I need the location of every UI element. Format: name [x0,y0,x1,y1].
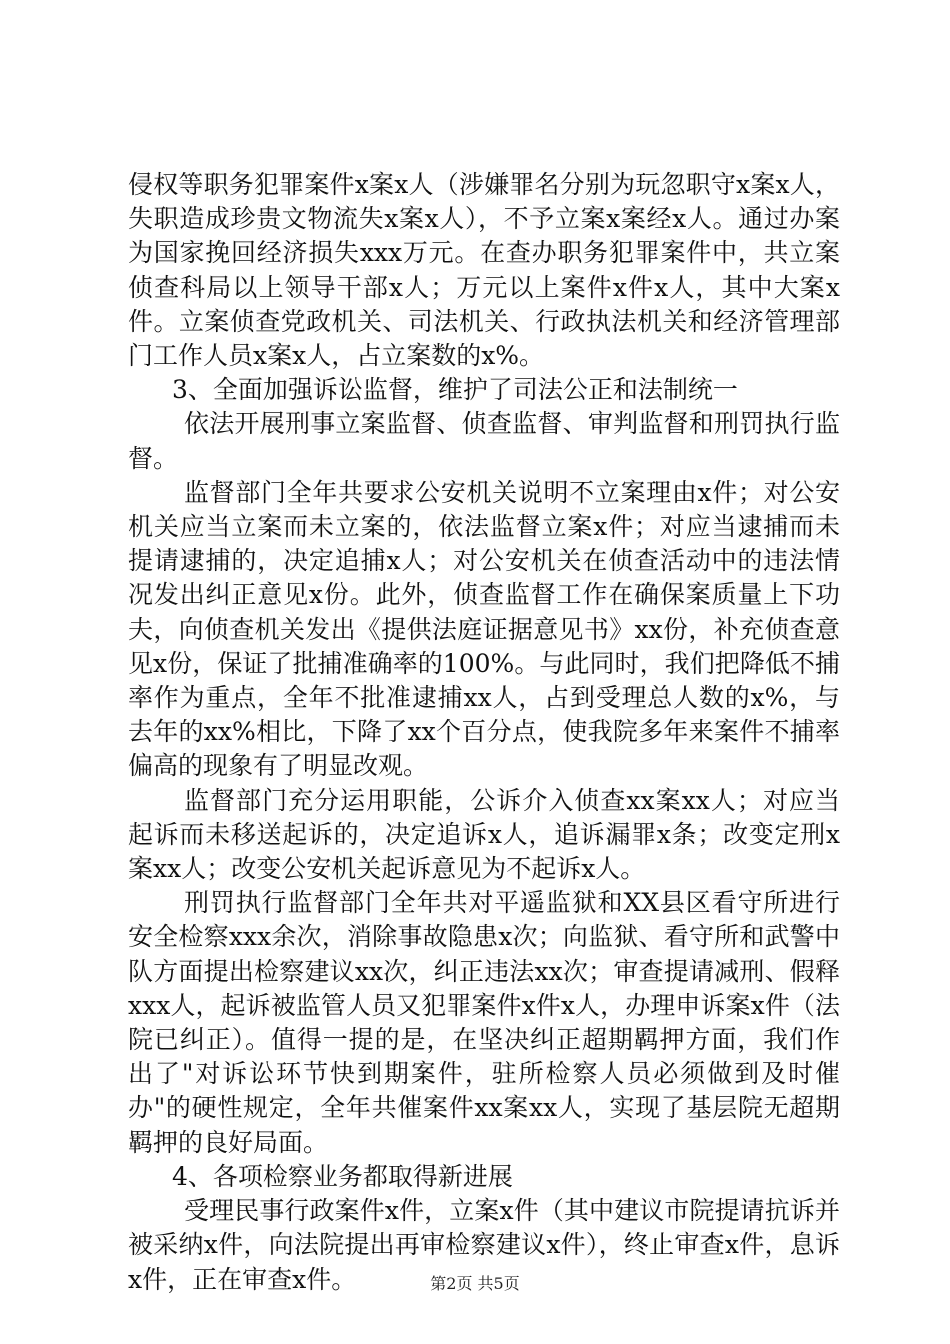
paragraph-civil-administrative-cases: 受理民事行政案件x件，立案x件（其中建议市院提请抗诉并被采纳x件，向法院提出再审检察建议x件），终止审查x件，息诉x件，正在审查x件。 [128,1196,840,1294]
section-heading-4: 4、各项检察业务都取得新进展 [172,1161,513,1191]
paragraph-prosecution-supervision: 监督部门充分运用职能，公诉介入侦查xx案xx人；对应当起诉而未移送起诉的，决定追诉x人，追诉漏罪x条；改变定刑x案xx人；改变公安机关起诉意见为不起诉x人。 [128,785,840,884]
paragraph-penalty-execution-supervision: 刑罚执行监督部门全年共对平遥监狱和XX县区看守所进行安全检察xxx余次，消除事故隐患x次；向监狱、看守所和武警中队方面提出检察建议xx次，纠正违法xx次；审查提请减刑、假释xxx人，起诉被监管人员又犯罪案件x件x人，办理申诉案x件（法院已纠正）。值得一提的是，在坚决纠正超期羁押方面，我们作出了"对诉讼环节快到期案件，驻所检察人员必须做到及时催办"的硬性规定，全年共催案件xx案xx人，实现了基层院无超期羁押的良好局面。 [128,888,840,1157]
paragraph-supervision-overview: 依法开展刑事立案监督、侦查监督、审判监督和刑罚执行监督。 [128,409,840,473]
section-heading-3: 3、全面加强诉讼监督，维护了司法公正和法制统一 [172,375,738,405]
document-body [128,168,840,1297]
page-number-footer: 第2页 共5页 [430,1274,520,1293]
paragraph-investigation-supervision: 监督部门全年共要求公安机关说明不立案理由x件；对公安机关应当立案而未立案的，依法监督立案x件；对应当逮捕而未提请逮捕的，决定追捕x人；对公安机关在侦查活动中的违法情况发出纠正意见x份。此外，侦查监督工作在确保案质量上下功夫，向侦查机关发出《提供法庭证据意见书》xx份，补充侦查意见x份，保证了批捕准确率的100%。与此同时，我们把降低不捕率作为重点，全年不批准逮捕xx人，占到受理总人数的x%，与去年的xx%相比，下降了xx个百分点，使我院多年来案件不捕率偏高的现象有了明显改观。 [128,477,840,781]
paragraph-continuation: 侵权等职务犯罪案件x案x人（涉嫌罪名分别为玩忽职守x案x人，失职造成珍贵文物流失x案x人），不予立案x案经x人。通过办案为国家挽回经济损失xxx万元。在查办职务犯罪案件中，共立案侦查科局以上领导干部x人；万元以上案件x件x人，其中大案x件。立案侦查党政机关、司法机关、行政执法机关和经济管理部门工作人员x案x人，占立案数的x%。 [128,170,840,371]
